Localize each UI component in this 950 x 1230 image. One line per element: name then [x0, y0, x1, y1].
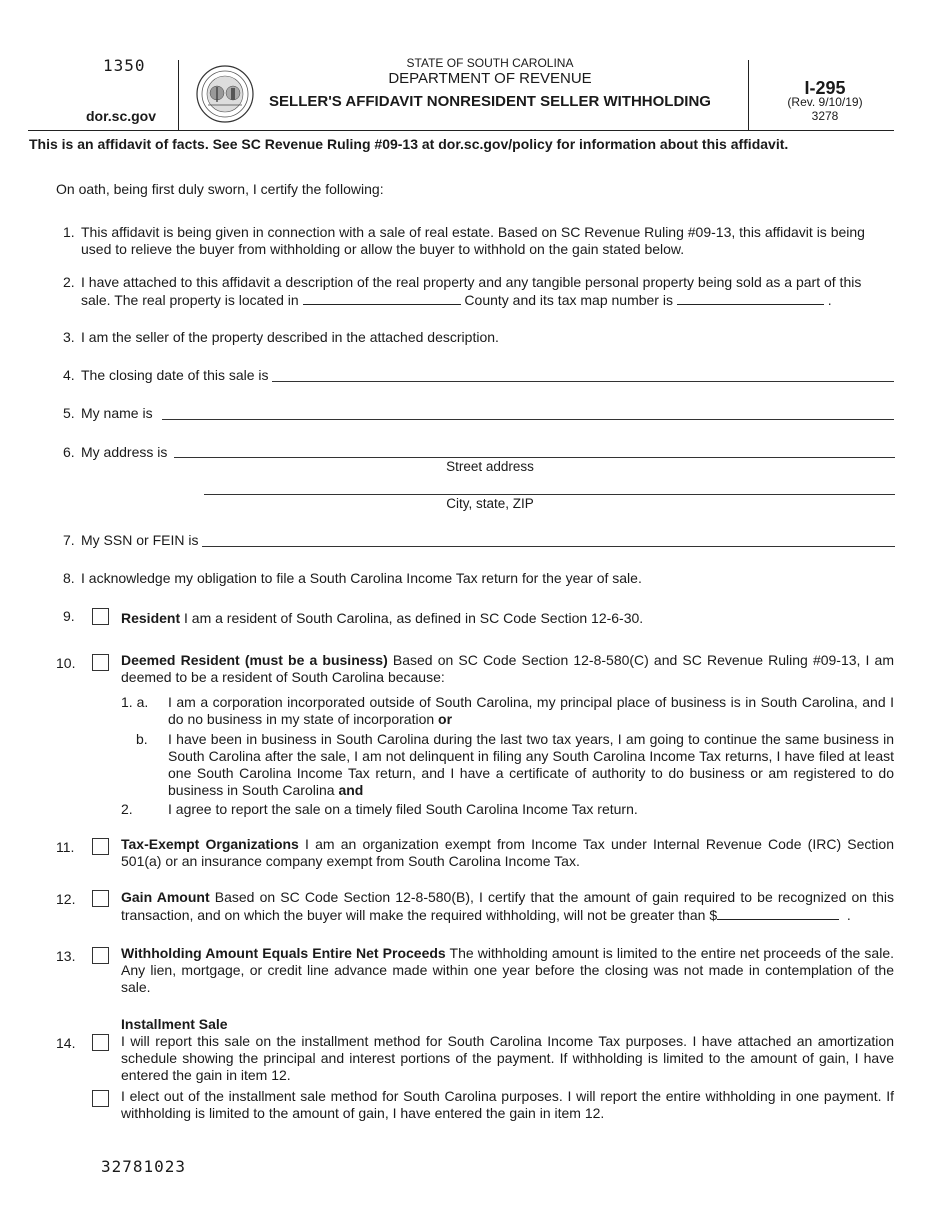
item-9-body: I am a resident of South Carolina, as defined in SC Code Section 12-6-30.: [180, 610, 644, 626]
item-10-sub1a-label: 1. a.: [121, 694, 149, 710]
item-2-text-b: sale. The real property is located in: [81, 292, 299, 308]
elect-out-installment-checkbox[interactable]: [92, 1090, 109, 1107]
item-2-text: [81, 274, 896, 309]
resident-checkbox[interactable]: [92, 608, 109, 625]
item-9-number: 9.: [63, 608, 75, 624]
item-2-text-d: .: [827, 292, 832, 308]
form-revision: (Rev. 9/10/19): [787, 95, 863, 109]
item-10-text: [121, 652, 894, 686]
item-8-number: 8.: [63, 570, 75, 586]
item-11-body: I am an organization exempt from Income Tax under Internal Revenue Code (IRC) Section 501(a) or an insurance company exempt from South Carolina Income Tax.: [121, 836, 894, 869]
entire-net-proceeds-checkbox[interactable]: [92, 947, 109, 964]
gain-amount-field[interactable]: [717, 906, 839, 920]
city-state-zip-label: City, state, ZIP: [446, 496, 534, 511]
seller-name-field[interactable]: [162, 419, 894, 420]
street-address-field[interactable]: [174, 457, 895, 458]
gain-amount-checkbox[interactable]: [92, 890, 109, 907]
item-12-text: [121, 889, 894, 924]
item-7-number: 7.: [63, 532, 75, 548]
item-10-sub1b-body: I have been in business in South Carolina during the last two tax years, I am going to continue the same business in South Carolina after the sale, I am not delinquent in filing any South Carolina Income Tax returns, I have filed at least one South Carolina Income Tax return, and I have a certificate of authority to do business or am registered to do business in South Carolina: [168, 731, 894, 798]
closing-date-field[interactable]: [272, 381, 894, 382]
item-9-text: [121, 610, 643, 627]
item-12-end: .: [846, 907, 851, 923]
item-11-text: [121, 836, 894, 870]
item-2-line-a: I have attached to this affidavit a description of the real property and any tangible personal property being sold as a part of this: [81, 274, 862, 290]
city-state-zip-field[interactable]: [204, 494, 895, 495]
item-10-sub1a-bold: or: [438, 711, 453, 727]
item-10-sub1b-label: b.: [136, 731, 148, 747]
item-13-body: The withholding amount is limited to the entire net proceeds of the sale. Any lien, mortgage, or credit line advance made within one year before the closing was not made in contemplation of the sale.: [121, 945, 894, 995]
item-6-text: My address is: [81, 444, 168, 460]
item-5-number: 5.: [63, 405, 75, 421]
item-13-number: 13.: [56, 948, 76, 964]
street-address-label: Street address: [446, 459, 534, 474]
item-12-number: 12.: [56, 891, 76, 907]
item-11-bold: Tax-Exempt Organizations: [121, 836, 299, 852]
oath-statement: On oath, being first duly sworn, I certify the following:: [56, 181, 384, 197]
item-14-number: 14.: [56, 1035, 76, 1051]
item-13-text: [121, 945, 894, 996]
item-8-text: I acknowledge my obligation to file a South Carolina Income Tax return for the year of sale.: [81, 570, 642, 586]
state-seal-icon: [196, 65, 254, 123]
footer-code: 32781023: [101, 1157, 187, 1176]
tax-exempt-checkbox[interactable]: [92, 838, 109, 855]
header-divider-left: [178, 60, 179, 130]
installment-sale-heading: Installment Sale: [121, 1016, 228, 1032]
item-4-text: The closing date of this sale is: [81, 367, 269, 383]
item-10-sub1a-text: [168, 694, 894, 728]
department-name: DEPARTMENT OF REVENUE: [388, 70, 592, 87]
header-rule: [28, 130, 894, 131]
item-14-text-b: I elect out of the installment sale method for South Carolina purposes. I will report the entire withholding in one payment. If withholding is limited to the amount of gain, I have entered the gain in item 12.: [121, 1088, 894, 1121]
item-11-number: 11.: [56, 839, 75, 855]
ssn-fein-field[interactable]: [202, 546, 895, 547]
item-6-number: 6.: [63, 444, 75, 460]
item-10-number: 10.: [56, 655, 76, 671]
item-10-sub1b-text: [168, 731, 894, 799]
form-title: SELLER'S AFFIDAVIT NONRESIDENT SELLER WITHHOLDING: [269, 93, 711, 110]
item-12-body: Based on SC Code Section 12-8-580(B), I certify that the amount of gain required to be recognized on this transaction, and on which the buyer will make the required withholding, will not be greater than $: [121, 889, 894, 923]
item-5-text: My name is: [81, 405, 153, 421]
item-10-bold: Deemed Resident (must be a business): [121, 652, 388, 668]
item-10-body: Based on SC Code Section 12-8-580(C) and SC Revenue Ruling #09-13, I am deemed to be a resident of South Carolina because:: [121, 652, 894, 685]
intro-statement: This is an affidavit of facts. See SC Revenue Ruling #09-13 at dor.sc.gov/policy for information about this affidavit.: [29, 136, 789, 152]
item-3-text: I am the seller of the property described in the attached description.: [81, 329, 499, 345]
item-10-sub1a-body: I am a corporation incorporated outside of South Carolina, my principal place of business is in South Carolina, and I do no business in my state of incorporation: [168, 694, 894, 727]
item-2-text-c: County and its tax map number is: [464, 292, 673, 308]
tax-map-number-field[interactable]: [677, 291, 824, 305]
item-4-number: 4.: [63, 367, 75, 383]
item-3-number: 3.: [63, 329, 75, 345]
form-code-top: 1350: [103, 56, 146, 75]
item-9-bold: Resident: [121, 610, 181, 626]
item-7-text: My SSN or FEIN is: [81, 532, 199, 548]
deemed-resident-checkbox[interactable]: [92, 654, 109, 671]
item-12-bold: Gain Amount: [121, 889, 210, 905]
website: dor.sc.gov: [86, 108, 157, 124]
county-field[interactable]: [303, 291, 461, 305]
header-divider-right: [748, 60, 749, 130]
item-1-number: 1.: [63, 224, 75, 240]
item-13-bold: Withholding Amount Equals Entire Net Proceeds: [121, 945, 446, 961]
item-10-sub2-label: 2.: [121, 801, 133, 817]
item-10-sub1b-bold: and: [338, 782, 364, 798]
installment-method-checkbox[interactable]: [92, 1034, 109, 1051]
item-2-number: 2.: [63, 274, 75, 290]
state-name: STATE OF SOUTH CAROLINA: [406, 56, 574, 70]
form-number: I-295: [804, 78, 846, 98]
item-10-sub2-text: I agree to report the sale on a timely filed South Carolina Income Tax return.: [168, 801, 638, 817]
item-1-text: This affidavit is being given in connection with a sale of real estate. Based on SC Revenue Ruling #09-13, this affidavit is being used to relieve the buyer from withholding or allow the buyer to withhold on the gain stated below.: [81, 224, 865, 257]
form-id: 3278: [811, 109, 839, 123]
item-14-text-a: I will report this sale on the installment method for South Carolina Income Tax purposes. I have attached an amortization schedule showing the principal and interest portions of the payment. If withholding is limited to the amount of gain, I have entered the gain in item 12.: [121, 1033, 894, 1083]
item-2-line-b: [81, 291, 896, 309]
